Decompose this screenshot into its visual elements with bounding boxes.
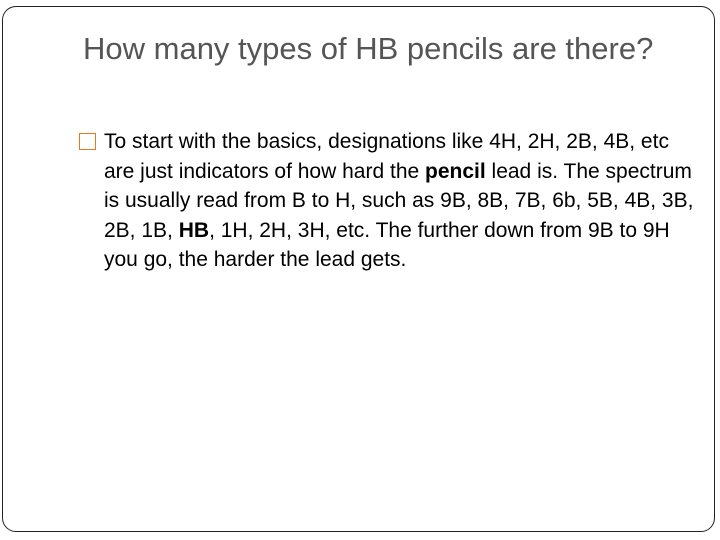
bullet-paragraph: [79, 127, 704, 275]
slide-title: How many types of HB pencils are there?: [83, 31, 654, 66]
slide-frame: [2, 6, 715, 532]
bullet-text-part-1: To start with the basics, designations like 4H, 2H, 2B, 4B, etc are just indicators of how hard the: [104, 130, 669, 183]
bullet-text-part-3: , 1H, 2H, 3H, etc. The further down from 9B to 9H you go, the harder the lead gets.: [104, 218, 670, 271]
bullet-bold-hb: HB: [178, 218, 210, 242]
bullet-bold-pencil: pencil: [425, 159, 486, 183]
square-bullet-icon: [79, 133, 96, 150]
bullet-text-part-2: lead is. The spectrum is usually read from B to H, such as 9B, 8B, 7B, 6b, 5B, 4B, 3B, 2B, 1B,: [104, 159, 694, 242]
